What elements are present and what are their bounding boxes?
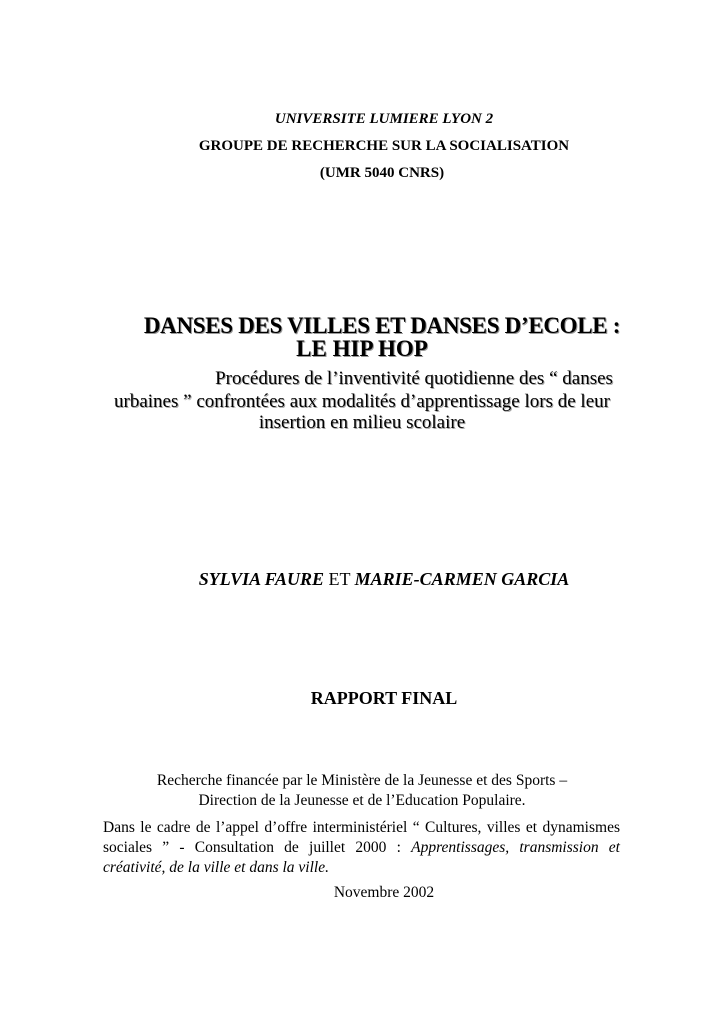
funding-line-2: Direction de la Jeunesse et de l’Education Populaire. (198, 792, 526, 809)
call-italic-title: Apprentissages, transmission et créativité, de la ville et dans la ville. (103, 839, 620, 876)
authors-connector: ET (328, 569, 351, 589)
funding-line-1: Recherche financée par le Ministère de la Jeunesse et des Sports – (156, 772, 568, 789)
subtitle-line-1: Procédures de l’inventivité quotidienne des “ danses (215, 368, 613, 389)
title-line-1: DANSES DES VILLES ET DANSES D’ECOLE : (143, 313, 621, 338)
authors (22, 569, 724, 590)
umr-code: (UMR 5040 CNRS) (319, 165, 445, 181)
university-name: UNIVERSITE LUMIERE LYON 2 (274, 111, 494, 127)
call-text: Dans le cadre de l’appel d’offre interministériel “ Cultures, villes et dynamismes sociales ” - Consultation de juillet 2000 : (103, 819, 620, 856)
report-date: Novembre 2002 (333, 884, 435, 901)
author-2: MARIE-CARMEN GARCIA (354, 569, 570, 589)
author-1: SYLVIA FAURE (198, 569, 324, 589)
subtitle-line-3: insertion en milieu scolaire (258, 412, 466, 433)
research-group: GROUPE DE RECHERCHE SUR LA SOCIALISATION (198, 138, 570, 154)
subtitle-line-2: urbaines ” confrontées aux modalités d’apprentissage lors de leur (114, 391, 610, 412)
report-label: RAPPORT FINAL (310, 688, 458, 708)
call-for-tenders-paragraph (103, 818, 620, 878)
title-line-2: LE HIP HOP (296, 336, 428, 361)
